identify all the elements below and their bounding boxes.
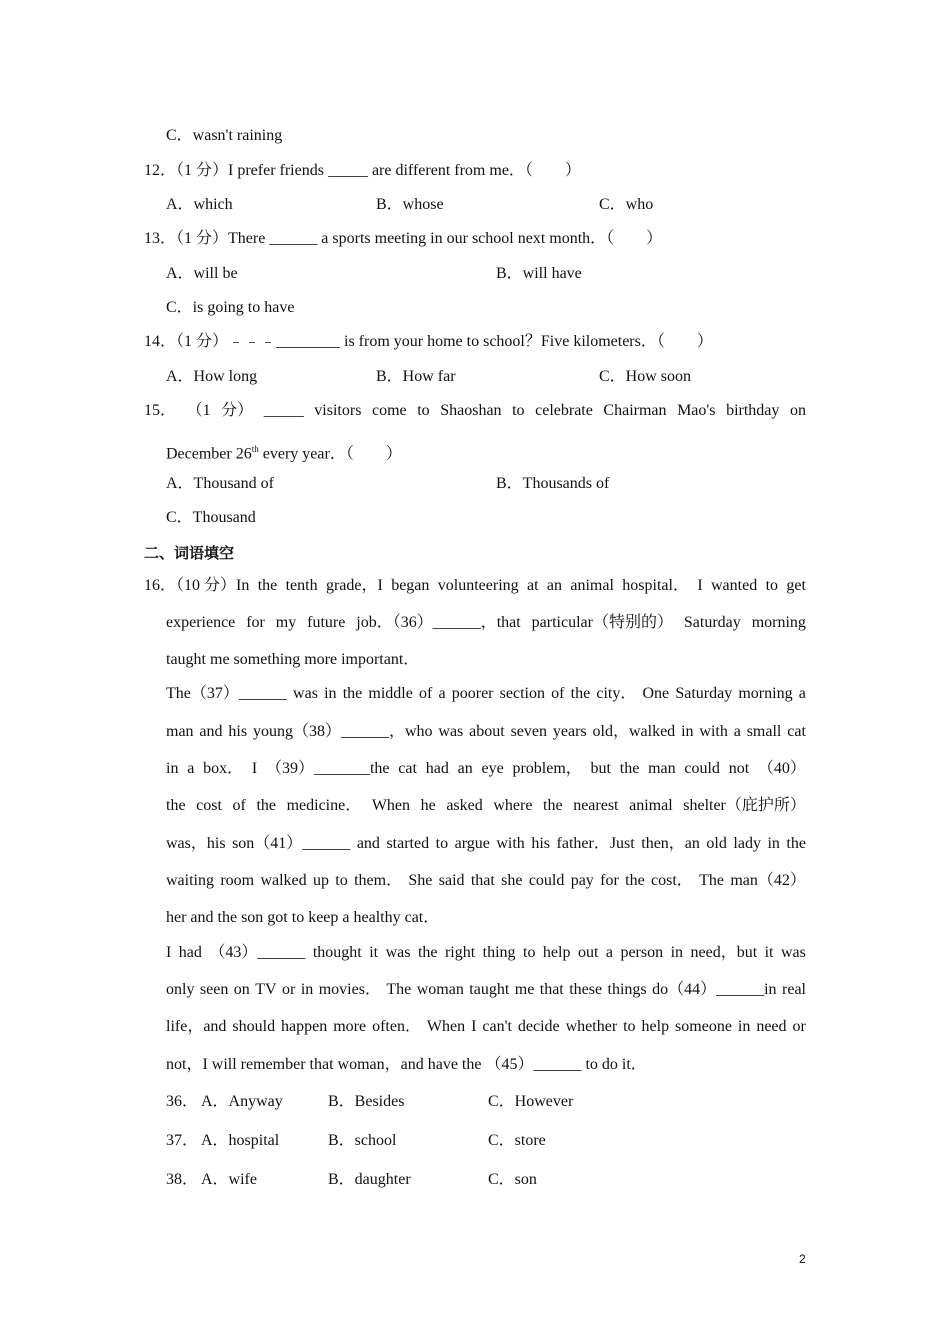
passage-line bbox=[166, 1017, 806, 1037]
word: The（37）______ bbox=[166, 685, 287, 702]
passage-line: taught me something more important． bbox=[166, 651, 420, 668]
q37-option-b: B．school bbox=[328, 1132, 397, 1149]
word: particular（特别的） bbox=[531, 614, 673, 631]
word: future bbox=[307, 614, 346, 631]
word: the bbox=[256, 797, 276, 814]
word: man bbox=[166, 723, 194, 740]
word: the bbox=[619, 760, 640, 777]
word: poorer bbox=[451, 685, 494, 702]
word: I bbox=[251, 760, 258, 777]
word: in bbox=[166, 760, 179, 777]
q15-option-a: A．Thousand of bbox=[166, 475, 274, 492]
word: the bbox=[625, 872, 645, 889]
q37-number: 37． bbox=[166, 1132, 199, 1149]
passage-line: her and the son got to keep a healthy cat． bbox=[166, 909, 440, 926]
q13-option-a: A．will be bbox=[166, 265, 238, 282]
word: then，an bbox=[641, 835, 700, 852]
word: right bbox=[444, 944, 476, 961]
q14-option-c: C．How soon bbox=[599, 368, 692, 385]
word: he bbox=[420, 797, 436, 814]
word: to bbox=[417, 402, 430, 419]
word: had bbox=[178, 944, 202, 961]
word: argue bbox=[454, 835, 490, 852]
q38-option-c: C．son bbox=[488, 1171, 537, 1188]
word: come bbox=[371, 402, 407, 419]
word: seven bbox=[510, 723, 548, 740]
word: wanted bbox=[711, 577, 758, 594]
word: up bbox=[312, 872, 329, 889]
q14-stem: 14．（1 分）﹣﹣﹣________ is from your home to school？Five kilometers．（ ） bbox=[144, 333, 713, 350]
word: （43）______ bbox=[209, 944, 306, 961]
word: the bbox=[786, 835, 806, 852]
word: 16．（10 分）In bbox=[144, 577, 250, 594]
word: middle bbox=[368, 685, 413, 702]
word: 15． bbox=[144, 402, 177, 419]
word: my bbox=[275, 614, 297, 631]
word: that bbox=[539, 981, 564, 998]
word: about bbox=[469, 723, 505, 740]
word: I bbox=[471, 1018, 477, 1035]
word: person bbox=[620, 944, 664, 961]
word: hospital． bbox=[622, 577, 689, 594]
word: need bbox=[756, 1018, 787, 1035]
passage-line: not，I will remember that woman，and have the （45）______ to do it． bbox=[166, 1056, 647, 1073]
word: job．（36）______，that bbox=[356, 614, 521, 631]
passage-line bbox=[166, 943, 806, 963]
word: man bbox=[648, 760, 676, 777]
word: morning bbox=[751, 614, 806, 631]
word: I bbox=[697, 577, 703, 594]
word: to bbox=[512, 402, 525, 419]
word: these bbox=[569, 981, 603, 998]
word: grade，I bbox=[325, 577, 383, 594]
word: could bbox=[528, 872, 565, 889]
q36-option-b: B．Besides bbox=[328, 1093, 405, 1110]
word: lady bbox=[733, 835, 761, 852]
q15-stem-line-1 bbox=[144, 401, 806, 421]
word: to bbox=[335, 872, 348, 889]
word: only bbox=[166, 981, 195, 998]
q38-option-b: B．daughter bbox=[328, 1171, 411, 1188]
word: movies． bbox=[318, 981, 381, 998]
word: room bbox=[220, 872, 255, 889]
word: help bbox=[542, 944, 571, 961]
word: a bbox=[733, 723, 741, 740]
passage-line bbox=[144, 576, 806, 596]
word: city． bbox=[596, 685, 637, 702]
q36-number: 36． bbox=[166, 1093, 199, 1110]
word: someone bbox=[675, 1018, 732, 1035]
passage-line bbox=[166, 796, 806, 816]
word: that bbox=[470, 872, 495, 889]
q13-stem: 13．（1 分）There ______ a sports meeting in our school next month．（ ） bbox=[144, 230, 663, 247]
word: Mao's bbox=[677, 402, 716, 419]
word: the bbox=[543, 797, 563, 814]
word: old bbox=[706, 835, 727, 852]
q15-option-c: C．Thousand bbox=[166, 509, 256, 526]
word: but bbox=[590, 760, 611, 777]
word: When bbox=[426, 1018, 466, 1035]
word: whether bbox=[565, 1018, 618, 1035]
word: it bbox=[764, 944, 774, 961]
word: help bbox=[641, 1018, 670, 1035]
word: I bbox=[166, 944, 172, 961]
word: walked bbox=[260, 872, 307, 889]
section-heading: 二、词语填空 bbox=[144, 544, 235, 562]
q36-option-c: C．However bbox=[488, 1093, 574, 1110]
word: the bbox=[257, 577, 278, 594]
word: was bbox=[438, 723, 464, 740]
passage-line bbox=[166, 684, 806, 704]
word: was bbox=[385, 944, 411, 961]
word: 分） bbox=[221, 402, 254, 419]
word: life，and bbox=[166, 1018, 227, 1035]
q15-stem-end: every year．（ ） bbox=[258, 445, 402, 463]
word: shelter（庇护所） bbox=[683, 797, 806, 814]
word: man（42） bbox=[730, 872, 806, 889]
word: nearest bbox=[573, 797, 619, 814]
word: where bbox=[493, 797, 533, 814]
word: get bbox=[786, 577, 806, 594]
word: taught bbox=[469, 981, 510, 998]
passage-line bbox=[166, 980, 806, 1000]
word: real bbox=[782, 981, 806, 998]
page-number: 2 bbox=[799, 1252, 806, 1266]
passage-line bbox=[166, 722, 806, 742]
word: should bbox=[232, 1018, 276, 1035]
word: animal bbox=[570, 577, 614, 594]
word: things bbox=[607, 981, 647, 998]
word: she bbox=[501, 872, 523, 889]
word: volunteering bbox=[437, 577, 519, 594]
word: Saturday bbox=[683, 614, 741, 631]
word: was，his bbox=[166, 835, 226, 852]
word: in bbox=[767, 835, 780, 852]
word: _____ bbox=[263, 402, 304, 419]
word: with bbox=[699, 723, 728, 740]
q11-option-c: C．wasn't raining bbox=[166, 127, 283, 144]
q12-stem: 12．（1 分）I prefer friends _____ are different from me．（ ） bbox=[144, 162, 581, 179]
word: them． bbox=[354, 872, 403, 889]
q13-option-b: B．will have bbox=[496, 265, 582, 282]
word: Shaoshan bbox=[440, 402, 502, 419]
word: thing bbox=[482, 944, 516, 961]
q13-option-c: C．is going to have bbox=[166, 299, 295, 316]
q12-option-c: C．who bbox=[599, 196, 654, 213]
word: animal bbox=[629, 797, 673, 814]
word: years bbox=[552, 723, 587, 740]
word: of bbox=[551, 685, 565, 702]
word: cost bbox=[196, 797, 222, 814]
word: medicine． bbox=[286, 797, 362, 814]
word: to bbox=[435, 835, 449, 852]
word: Saturday bbox=[675, 685, 733, 702]
word: began bbox=[391, 577, 430, 594]
word: When bbox=[371, 797, 411, 814]
word: One bbox=[642, 685, 670, 702]
word: The bbox=[699, 872, 724, 889]
word: an bbox=[457, 760, 473, 777]
word: of bbox=[419, 685, 433, 702]
word: or bbox=[282, 981, 296, 998]
word: was bbox=[780, 944, 806, 961]
word: happen bbox=[281, 1018, 328, 1035]
word: pay bbox=[570, 872, 594, 889]
q14-option-a: A．How long bbox=[166, 368, 258, 385]
word: birthday bbox=[726, 402, 780, 419]
word: his bbox=[228, 723, 248, 740]
word: had bbox=[425, 760, 449, 777]
word: The bbox=[386, 981, 412, 998]
q38-number: 38． bbox=[166, 1171, 199, 1188]
q12-option-b: B．whose bbox=[376, 196, 444, 213]
word: and bbox=[199, 723, 223, 740]
word: was bbox=[293, 685, 318, 702]
word: or bbox=[792, 1018, 806, 1035]
word: to bbox=[765, 577, 779, 594]
word: problem， bbox=[512, 760, 582, 777]
word: old，walked bbox=[592, 723, 676, 740]
word: of bbox=[232, 797, 246, 814]
word: can't bbox=[482, 1018, 512, 1035]
passage-line bbox=[166, 613, 806, 633]
q15-date: December 26 bbox=[166, 445, 252, 463]
passage-line bbox=[166, 759, 806, 779]
q15-stem-line-2 bbox=[166, 439, 402, 464]
q14-option-b: B．How far bbox=[376, 368, 456, 385]
word: visitors bbox=[314, 402, 362, 419]
word: said bbox=[438, 872, 465, 889]
word: a bbox=[187, 760, 195, 777]
word: box． bbox=[203, 760, 244, 777]
word: in bbox=[324, 685, 337, 702]
word: TV bbox=[255, 981, 277, 998]
word: seen bbox=[199, 981, 229, 998]
word: father．Just bbox=[556, 835, 635, 852]
word: a bbox=[438, 685, 446, 702]
word: it bbox=[369, 944, 379, 961]
word: （40） bbox=[757, 760, 806, 777]
passage-line bbox=[166, 834, 806, 854]
word: She bbox=[408, 872, 433, 889]
q36-option-a: A．Anyway bbox=[201, 1093, 283, 1110]
word: in bbox=[681, 723, 694, 740]
word: started bbox=[386, 835, 430, 852]
q12-option-a: A．which bbox=[166, 196, 233, 213]
word: cost． bbox=[651, 872, 693, 889]
word: decide bbox=[517, 1018, 560, 1035]
word: woman bbox=[416, 981, 464, 998]
word: morning bbox=[738, 685, 793, 702]
word: need，but bbox=[690, 944, 758, 961]
q38-option-a: A．wife bbox=[201, 1171, 257, 1188]
word: not bbox=[728, 760, 750, 777]
word: thought bbox=[312, 944, 362, 961]
word: more bbox=[333, 1018, 367, 1035]
word: could bbox=[684, 760, 720, 777]
word: in bbox=[737, 1018, 751, 1035]
q37-option-c: C．store bbox=[488, 1132, 546, 1149]
word: （39）_______the bbox=[265, 760, 390, 777]
word: often． bbox=[372, 1018, 421, 1035]
word: at bbox=[527, 577, 539, 594]
word: cat bbox=[398, 760, 417, 777]
passage-line bbox=[166, 871, 806, 891]
q15-option-b: B．Thousands of bbox=[496, 475, 610, 492]
word: on bbox=[233, 981, 250, 998]
word: his bbox=[531, 835, 550, 852]
word: the bbox=[417, 944, 438, 961]
word: cat bbox=[787, 723, 806, 740]
word: section bbox=[499, 685, 545, 702]
word: for bbox=[600, 872, 619, 889]
word: （1 bbox=[186, 402, 211, 419]
word: for bbox=[246, 614, 265, 631]
word: the bbox=[342, 685, 363, 702]
word: small bbox=[746, 723, 782, 740]
word: a bbox=[605, 944, 613, 961]
word: celebrate bbox=[535, 402, 593, 419]
q15-date-suffix: th bbox=[251, 444, 259, 454]
word: tenth bbox=[285, 577, 318, 594]
word: Chairman bbox=[603, 402, 667, 419]
word: in bbox=[300, 981, 314, 998]
word: an bbox=[546, 577, 563, 594]
word: son（41）______ bbox=[232, 835, 351, 852]
word: do（44）______in bbox=[652, 981, 777, 998]
word: experience bbox=[166, 614, 236, 631]
word: waiting bbox=[166, 872, 214, 889]
word: to bbox=[623, 1018, 636, 1035]
word: young（38）______，who bbox=[252, 723, 433, 740]
word: and bbox=[356, 835, 380, 852]
word: out bbox=[577, 944, 599, 961]
word: in bbox=[670, 944, 684, 961]
word: on bbox=[789, 402, 806, 419]
word: asked bbox=[446, 797, 483, 814]
word: me bbox=[514, 981, 535, 998]
word: with bbox=[496, 835, 525, 852]
word: the bbox=[570, 685, 591, 702]
word: a bbox=[798, 685, 806, 702]
word: eye bbox=[481, 760, 504, 777]
word: to bbox=[523, 944, 536, 961]
q37-option-a: A．hospital bbox=[201, 1132, 280, 1149]
word: the bbox=[166, 797, 186, 814]
